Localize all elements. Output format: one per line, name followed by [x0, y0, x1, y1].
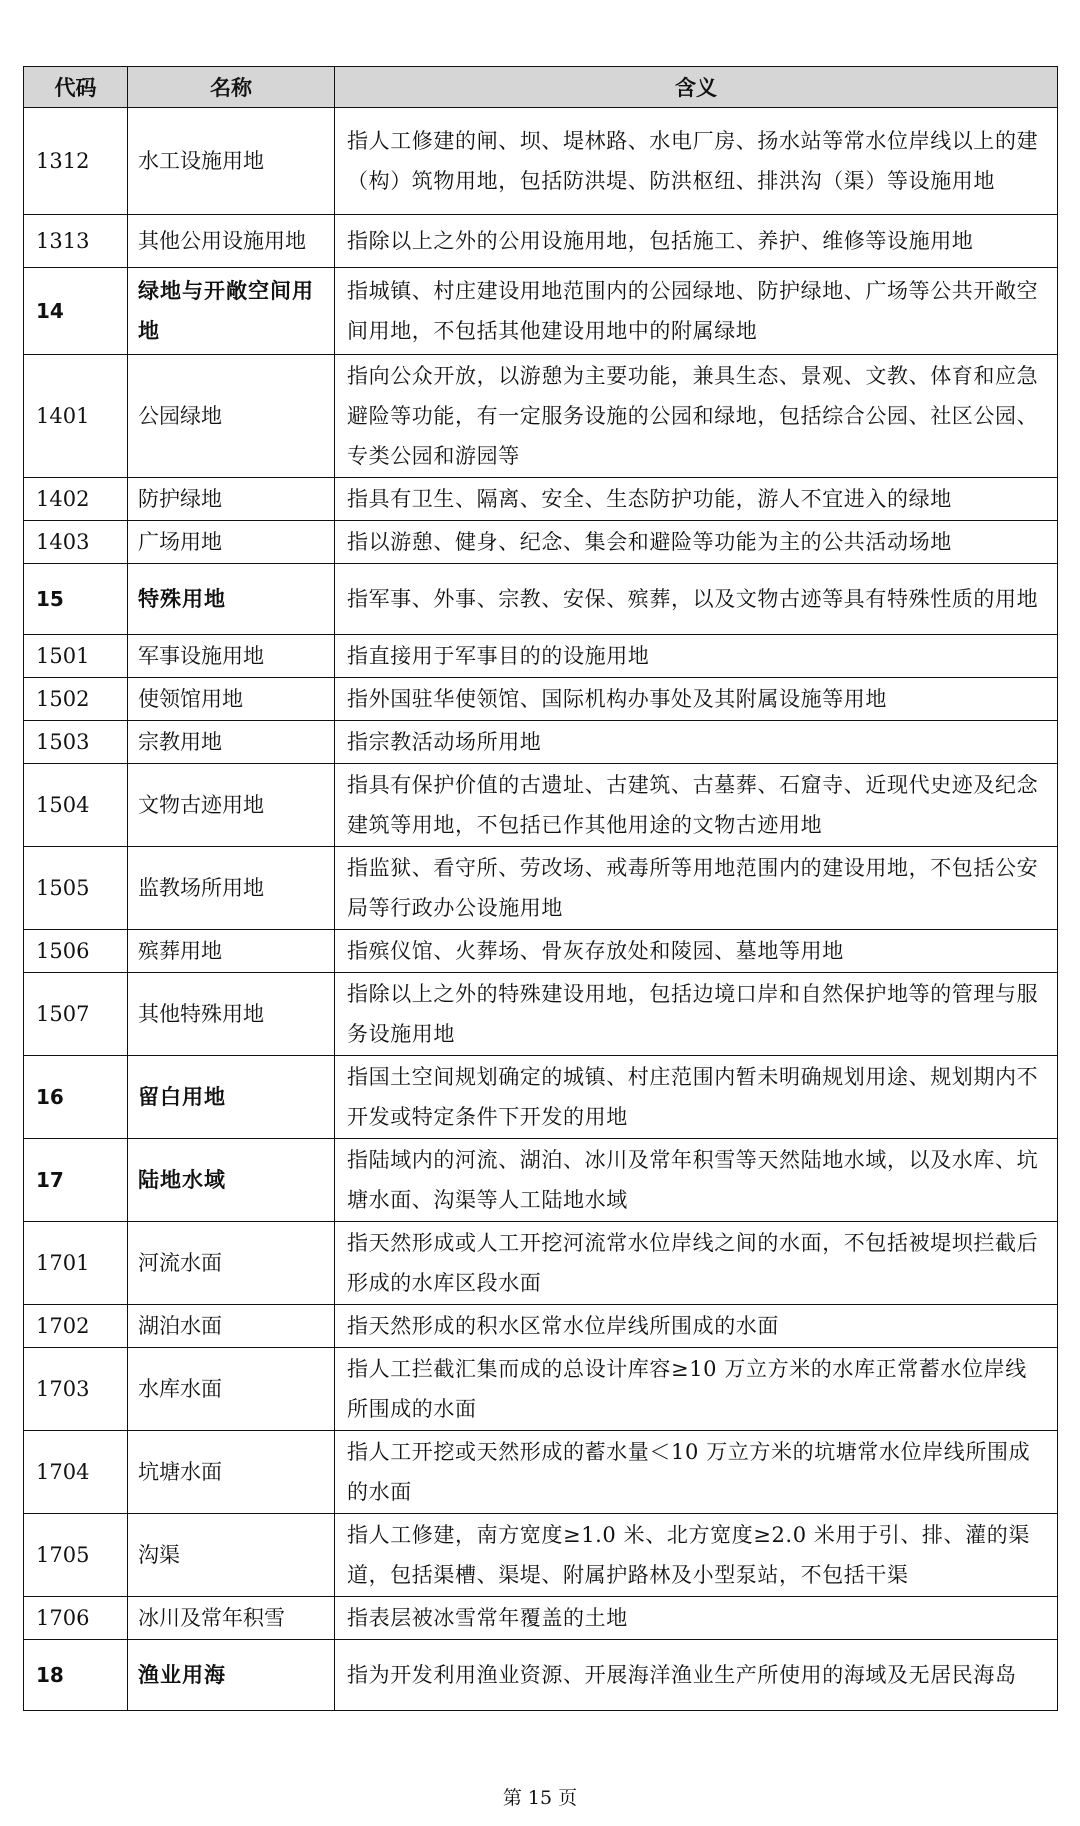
name-cell: 冰川及常年积雪	[128, 1597, 335, 1640]
code-cell: 1401	[24, 355, 128, 478]
name-cell: 监教场所用地	[128, 847, 335, 930]
name-cell: 宗教用地	[128, 721, 335, 764]
meaning-cell: 指殡仪馆、火葬场、骨灰存放处和陵园、墓地等用地	[335, 930, 1058, 973]
table-header-row	[24, 67, 1058, 108]
name-cell: 湖泊水面	[128, 1305, 335, 1348]
meaning-cell: 指除以上之外的公用设施用地，包括施工、养护、维修等设施用地	[335, 215, 1058, 268]
table-row	[24, 1305, 1058, 1348]
meaning-cell: 指宗教活动场所用地	[335, 721, 1058, 764]
table-row	[24, 521, 1058, 564]
code-cell: 1504	[24, 764, 128, 847]
header-code: 代码	[24, 67, 128, 108]
meaning-cell: 指城镇、村庄建设用地范围内的公园绿地、防护绿地、广场等公共开敞空间用地，不包括其他建设用地中的附属绿地	[335, 268, 1058, 355]
name-cell: 绿地与开敞空间用地	[128, 268, 335, 355]
table-row	[24, 1056, 1058, 1139]
meaning-cell: 指直接用于军事目的的设施用地	[335, 635, 1058, 678]
table-row	[24, 973, 1058, 1056]
code-cell: 16	[24, 1056, 128, 1139]
table-row	[24, 678, 1058, 721]
code-cell: 1503	[24, 721, 128, 764]
table-body	[24, 108, 1058, 1711]
name-cell: 防护绿地	[128, 478, 335, 521]
table-row	[24, 1640, 1058, 1711]
meaning-cell: 指国土空间规划确定的城镇、村庄范围内暂未明确规划用途、规划期内不开发或特定条件下开发的用地	[335, 1056, 1058, 1139]
meaning-cell: 指天然形成的积水区常水位岸线所围成的水面	[335, 1305, 1058, 1348]
name-cell: 河流水面	[128, 1222, 335, 1305]
table-row	[24, 1431, 1058, 1514]
meaning-cell: 指外国驻华使领馆、国际机构办事处及其附属设施等用地	[335, 678, 1058, 721]
table-row	[24, 564, 1058, 635]
page-number: 第 15 页	[502, 1787, 578, 1809]
code-cell: 1313	[24, 215, 128, 268]
meaning-cell: 指人工修建，南方宽度≥1.0 米、北方宽度≥2.0 米用于引、排、灌的渠道，包括渠槽、渠堤、附属护路林及小型泵站，不包括干渠	[335, 1514, 1058, 1597]
name-cell: 其他特殊用地	[128, 973, 335, 1056]
code-cell: 15	[24, 564, 128, 635]
name-cell: 军事设施用地	[128, 635, 335, 678]
name-cell: 渔业用海	[128, 1640, 335, 1711]
table-row	[24, 721, 1058, 764]
meaning-cell: 指为开发利用渔业资源、开展海洋渔业生产所使用的海域及无居民海岛	[335, 1640, 1058, 1711]
table-row	[24, 1514, 1058, 1597]
land-use-code-table	[23, 66, 1058, 1711]
meaning-cell: 指具有保护价值的古遗址、古建筑、古墓葬、石窟寺、近现代史迹及纪念建筑等用地，不包括已作其他用途的文物古迹用地	[335, 764, 1058, 847]
table-row	[24, 847, 1058, 930]
code-cell: 18	[24, 1640, 128, 1711]
name-cell: 沟渠	[128, 1514, 335, 1597]
code-cell: 1402	[24, 478, 128, 521]
code-cell: 1705	[24, 1514, 128, 1597]
meaning-cell: 指天然形成或人工开挖河流常水位岸线之间的水面，不包括被堤坝拦截后形成的水库区段水面	[335, 1222, 1058, 1305]
code-cell: 1312	[24, 108, 128, 215]
code-cell: 1505	[24, 847, 128, 930]
name-cell: 特殊用地	[128, 564, 335, 635]
code-cell: 17	[24, 1139, 128, 1222]
code-cell: 1507	[24, 973, 128, 1056]
code-cell: 1501	[24, 635, 128, 678]
name-cell: 水工设施用地	[128, 108, 335, 215]
table-row	[24, 1597, 1058, 1640]
meaning-cell: 指向公众开放，以游憩为主要功能，兼具生态、景观、文教、体育和应急避险等功能，有一定服务设施的公园和绿地，包括综合公园、社区公园、专类公园和游园等	[335, 355, 1058, 478]
meaning-cell: 指陆域内的河流、湖泊、冰川及常年积雪等天然陆地水域，以及水库、坑塘水面、沟渠等人工陆地水域	[335, 1139, 1058, 1222]
name-cell: 文物古迹用地	[128, 764, 335, 847]
code-cell: 1703	[24, 1348, 128, 1431]
name-cell: 留白用地	[128, 1056, 335, 1139]
name-cell: 水库水面	[128, 1348, 335, 1431]
table-row	[24, 930, 1058, 973]
table-row	[24, 268, 1058, 355]
meaning-cell: 指除以上之外的特殊建设用地，包括边境口岸和自然保护地等的管理与服务设施用地	[335, 973, 1058, 1056]
name-cell: 广场用地	[128, 521, 335, 564]
table-row	[24, 478, 1058, 521]
name-cell: 公园绿地	[128, 355, 335, 478]
meaning-cell: 指表层被冰雪常年覆盖的土地	[335, 1597, 1058, 1640]
meaning-cell: 指军事、外事、宗教、安保、殡葬，以及文物古迹等具有特殊性质的用地	[335, 564, 1058, 635]
table-row	[24, 764, 1058, 847]
name-cell: 使领馆用地	[128, 678, 335, 721]
meaning-cell: 指人工修建的闸、坝、堤林路、水电厂房、扬水站等常水位岸线以上的建（构）筑物用地，包括防洪堤、防洪枢纽、排洪沟（渠）等设施用地	[335, 108, 1058, 215]
table-row	[24, 108, 1058, 215]
table-row	[24, 355, 1058, 478]
meaning-cell: 指人工开挖或天然形成的蓄水量＜10 万立方米的坑塘常水位岸线所围成的水面	[335, 1431, 1058, 1514]
header-name: 名称	[128, 67, 335, 108]
code-cell: 1506	[24, 930, 128, 973]
header-meaning: 含义	[335, 67, 1058, 108]
code-cell: 1706	[24, 1597, 128, 1640]
table-row	[24, 1139, 1058, 1222]
code-cell: 1502	[24, 678, 128, 721]
code-cell: 1704	[24, 1431, 128, 1514]
table-row	[24, 635, 1058, 678]
name-cell: 陆地水域	[128, 1139, 335, 1222]
meaning-cell: 指监狱、看守所、劳改场、戒毒所等用地范围内的建设用地，不包括公安局等行政办公设施用地	[335, 847, 1058, 930]
table-row	[24, 1348, 1058, 1431]
name-cell: 殡葬用地	[128, 930, 335, 973]
name-cell: 坑塘水面	[128, 1431, 335, 1514]
meaning-cell: 指人工拦截汇集而成的总设计库容≥10 万立方米的水库正常蓄水位岸线所围成的水面	[335, 1348, 1058, 1431]
meaning-cell: 指以游憩、健身、纪念、集会和避险等功能为主的公共活动场地	[335, 521, 1058, 564]
table-row	[24, 1222, 1058, 1305]
meaning-cell: 指具有卫生、隔离、安全、生态防护功能，游人不宜进入的绿地	[335, 478, 1058, 521]
code-cell: 1403	[24, 521, 128, 564]
code-cell: 1702	[24, 1305, 128, 1348]
name-cell: 其他公用设施用地	[128, 215, 335, 268]
table-row	[24, 215, 1058, 268]
code-cell: 14	[24, 268, 128, 355]
code-cell: 1701	[24, 1222, 128, 1305]
